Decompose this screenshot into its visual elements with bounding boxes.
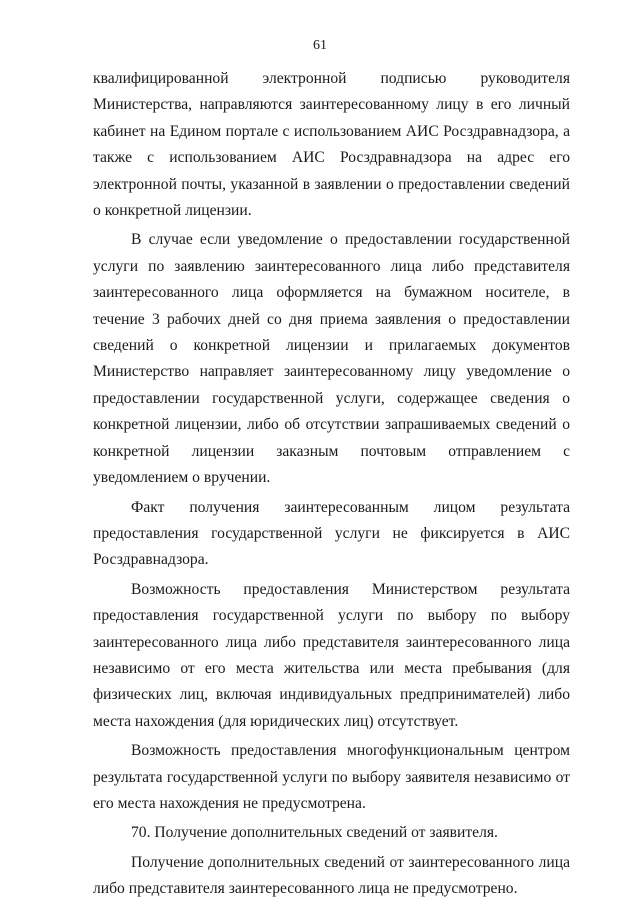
page-number: 61: [313, 38, 327, 53]
body-text: [93, 66, 570, 906]
paragraph-paper-notification: В случае если уведомление о предоставлении государственной услуги по заявлению заинтересованного лица либо представителя заинтересованного лица оформляется на бумажном носителе, в течение 3 рабочих дней со дня приема заявления о предоставлении сведений о конкретной лицензии и прилагаемых документов Министерство направляет заинтересованному лицу уведомление о предоставлении государственной услуги, содержащее сведения о конкретной лицензии, либо об отсутствии запрашиваемых сведений о конкретной лицензии заказным почтовым отправлением с уведомлением о вручении.: [93, 231, 570, 487]
section-heading-70: 70. Получение дополнительных сведений от заявителя.: [131, 824, 498, 842]
paragraph-fact-of-receipt: Факт получения заинтересованным лицом результата предоставления государственной услуги не фиксируется в АИС Росздравнадзора.: [93, 498, 570, 569]
paragraph-continuation: квалифицированной электронной подписью руководителя Министерства, направляются заинтересованному лицу в его личный кабинет на Едином портале с использованием АИС Росздравнадзора, а также с использованием АИС Росздравнадзора на адрес его электронной почты, указанной в заявлении о предоставлении сведений о конкретной лицензии.: [93, 70, 570, 220]
paragraph-ministry-possibility: Возможность предоставления Министерством результата предоставления государственной услуги по выбору по выбору заинтересованного лица либо представителя заинтересованного лица независимо от его места жительства или места пребывания (для физических лиц, включая индивидуальных предпринимателей) либо места нахождения (для юридических лиц) отсутствует.: [93, 580, 570, 730]
paragraph-additional-info: Получение дополнительных сведений от заинтересованного лица либо представителя заинтересованного лица не предусмотрено.: [93, 853, 570, 898]
paragraph-mfc-possibility: Возможность предоставления многофункциональным центром результата государственной услуги по выбору заявителя независимо от его места нахождения не предусмотрена.: [93, 742, 570, 812]
